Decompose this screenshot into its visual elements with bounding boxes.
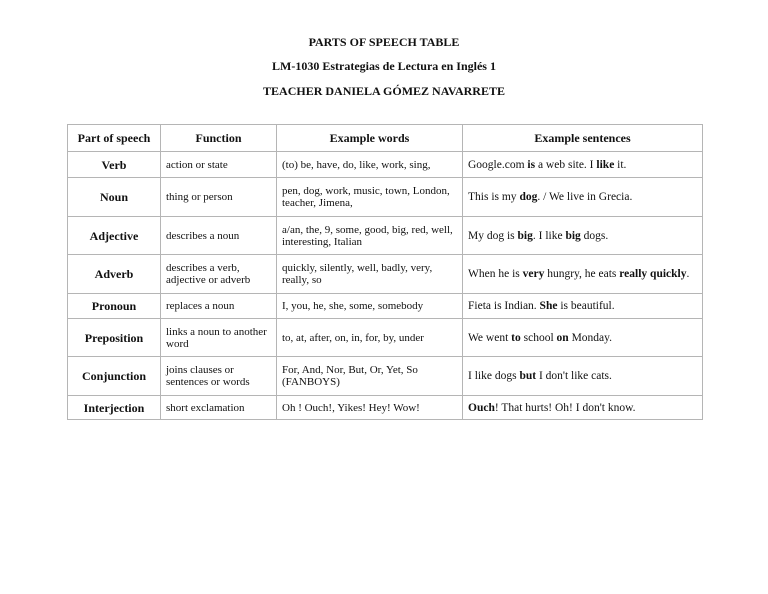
sentence-text: hungry, he eats: [544, 268, 620, 280]
sentence-emphasis: big: [565, 229, 581, 242]
sentence-text: is beautiful.: [557, 300, 615, 312]
function-cell: describes a verb, adjective or adverb: [161, 255, 277, 294]
example-sentence-cell: [463, 319, 703, 357]
sentence-text: I like dogs: [468, 370, 520, 382]
example-words-cell: Oh ! Ouch!, Yikes! Hey! Wow!: [277, 396, 463, 420]
table-row: [68, 294, 703, 319]
sentence-text: My dog is: [468, 229, 518, 242]
sentence-emphasis: She: [539, 300, 558, 312]
example-sentence-cell: [463, 357, 703, 396]
example-words-cell: pen, dog, work, music, town, London, teacher, Jimena,: [277, 178, 463, 217]
sentence-text: dogs.: [580, 229, 609, 242]
part-of-speech-cell: Verb: [68, 152, 161, 178]
parts-of-speech-table: [67, 124, 703, 420]
example-words-cell: quickly, silently, well, badly, very, really, so: [277, 255, 463, 294]
header-function: Function: [161, 125, 277, 152]
table-row: [68, 255, 703, 294]
example-words-cell: to, at, after, on, in, for, by, under: [277, 319, 463, 357]
part-of-speech-cell: Noun: [68, 178, 161, 217]
function-cell: replaces a noun: [161, 294, 277, 319]
sentence-emphasis: to: [511, 331, 521, 344]
example-sentence-cell: [463, 152, 703, 178]
document-title: PARTS OF SPEECH TABLE: [308, 35, 460, 49]
example-words-cell: a/an, the, 9, some, good, big, red, well, interesting, Italian: [277, 217, 463, 255]
sentence-emphasis: really quickly: [619, 268, 687, 280]
table-row: [68, 396, 703, 420]
sentence-emphasis: dog: [519, 191, 538, 203]
table-row: [68, 357, 703, 396]
function-cell: action or state: [161, 152, 277, 178]
part-of-speech-cell: Adjective: [68, 217, 161, 255]
sentence-text: Monday.: [568, 331, 613, 344]
part-of-speech-cell: Preposition: [68, 319, 161, 357]
function-cell: describes a noun: [161, 217, 277, 255]
sentence-text: I don't like cats.: [536, 370, 612, 382]
example-sentence-cell: [463, 294, 703, 319]
function-cell: short exclamation: [161, 396, 277, 420]
sentence-text: Fieta is Indian.: [468, 300, 540, 312]
sentence-emphasis: big: [517, 229, 533, 242]
function-cell: links a noun to another word: [161, 319, 277, 357]
example-sentence-cell: [463, 396, 703, 420]
example-words-cell: (to) be, have, do, like, work, sing,: [277, 152, 463, 178]
header-example-sentences: Example sentences: [463, 125, 703, 152]
sentence-emphasis: like: [596, 158, 615, 171]
course-name: LM-1030 Estrategias de Lectura en Inglés 1: [272, 59, 496, 73]
part-of-speech-cell: Conjunction: [68, 357, 161, 396]
example-words-cell: For, And, Nor, But, Or, Yet, So (FANBOYS): [277, 357, 463, 396]
part-of-speech-cell: Adverb: [68, 255, 161, 294]
table-row: [68, 217, 703, 255]
sentence-text: a web site. I: [535, 158, 597, 171]
example-sentence-cell: [463, 255, 703, 294]
table-row: [68, 152, 703, 178]
sentence-text: Google.com: [468, 158, 528, 171]
function-cell: joins clauses or sentences or words: [161, 357, 277, 396]
table-header-row: [68, 125, 703, 152]
sentence-text: When he is: [468, 268, 523, 280]
sentence-text: . / We live in Grecia.: [537, 191, 633, 203]
table-row: [68, 319, 703, 357]
sentence-text: This is my: [468, 191, 520, 203]
sentence-text: school: [520, 331, 557, 344]
example-words-cell: I, you, he, she, some, somebody: [277, 294, 463, 319]
sentence-text: it.: [614, 158, 627, 171]
sentence-text: .: [686, 268, 690, 280]
sentence-text: We went: [468, 331, 512, 344]
sentence-emphasis: on: [556, 331, 569, 344]
part-of-speech-cell: Pronoun: [68, 294, 161, 319]
sentence-emphasis: Ouch: [468, 401, 495, 414]
sentence-emphasis: is: [527, 158, 536, 171]
function-cell: thing or person: [161, 178, 277, 217]
header-example-words: Example words: [277, 125, 463, 152]
teacher-name: TEACHER DANIELA GÓMEZ NAVARRETE: [263, 84, 505, 98]
sentence-text: ! That hurts! Oh! I don't know.: [494, 401, 636, 414]
sentence-emphasis: very: [522, 268, 545, 280]
table-row: [68, 178, 703, 217]
example-sentence-cell: [463, 217, 703, 255]
header-part-of-speech: Part of speech: [68, 125, 161, 152]
part-of-speech-cell: Interjection: [68, 396, 161, 420]
example-sentence-cell: [463, 178, 703, 217]
sentence-text: . I like: [532, 229, 566, 242]
sentence-emphasis: but: [519, 370, 537, 382]
